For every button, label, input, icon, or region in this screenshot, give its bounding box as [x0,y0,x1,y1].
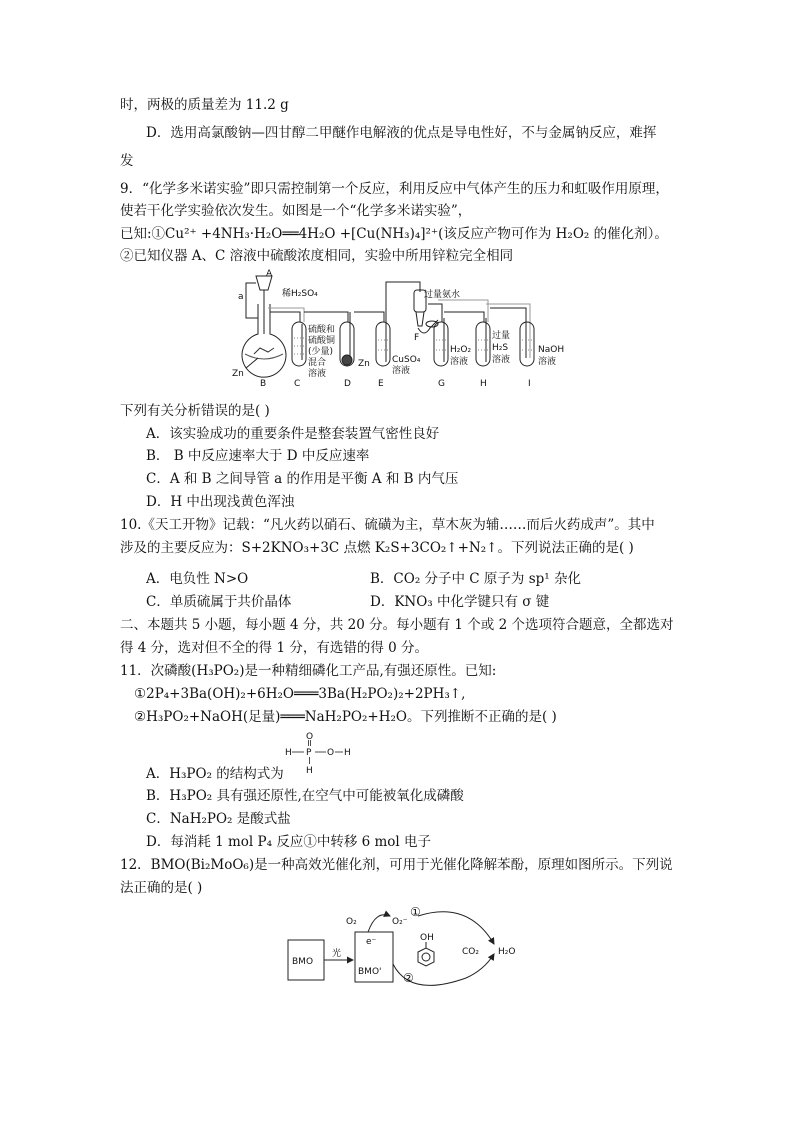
q9-option-d: D．H 中出现浅黄色浑浊 [146,494,295,510]
q11-option-c: C．NaH₂PO₂ 是酸式盐 [146,811,291,827]
label-oh: OH [420,933,434,943]
label-d: D [344,379,351,389]
label-a-tube: a [238,292,244,302]
atom-o-right: O [327,748,335,758]
q12-stem: 12．BMO(Bi₂MoO₆)是一种高效光催化剂，可用于光催化降解苯酚，原理如图所示。下列说 [120,857,673,873]
label-bmo-star: BMO' [358,967,382,977]
label-o2-radical: O₂⁻ [392,917,408,927]
atom-h-right: H [344,748,351,758]
label-c-sol: 硫酸铜 [308,336,336,346]
label-e-sol: CuSO₄ [392,355,421,365]
q11-eq2: ②H₃PO₂+NaOH(足量)═══NaH₂PO₂+H₂O。下列推断不正确的是( ) [134,709,557,725]
q9-given-2: ②已知仪器 A、C 溶液中硫酸浓度相同，实验中所用锌粒完全相同 [120,248,514,264]
q10-option-c: C．单质硫属于共价晶体 [146,594,292,610]
atom-h-left: H [285,748,292,758]
q10-stem: 涉及的主要反应为：S+2KNO₃+3C 点燃 K₂S+3CO₂↑+N₂↑。下列说法正确的是( ) [120,540,634,556]
text-line: 时，两极的质量差为 11.2 g [120,97,289,113]
label-co2: CO₂ [462,947,479,957]
label-c: C [294,379,301,389]
section-2-header: 二、本题共 5 小题，每小题 4 分，共 20 分。每小题有 1 个或 2 个选项符合题意，全都选对 [120,617,674,633]
bmo-photocatalysis-diagram [280,902,540,1004]
label-c-sol: 溶液 [308,369,327,379]
atom-o-top: O [306,732,314,742]
q11-option-b: B．H₃PO₂ 具有强还原性,在空气中可能被氧化成磷酸 [146,788,464,804]
label-e: E [378,379,384,389]
q9-given-1: 已知:①Cu²⁺ +4NH₃·H₂O══4H₂O +[Cu(NH₃)₄]²⁺(该反应产物可作为 H₂O₂ 的催化剂）。 [120,226,668,242]
q11-option-a: A．H₃PO₂ 的结构式为 [146,766,284,782]
label-h-sol: 溶液 [492,355,511,365]
label-i-sol: NaOH [538,345,565,355]
label-h-sol: 过量 [492,331,511,341]
option-d-prev: D．选用高氯酸钠—四甘醇二甲醚作电解液的优点是导电性好，不与金属钠反应，难挥 [146,125,657,141]
label-bmo: BMO [292,957,314,967]
label-acid: 稀H₂SO₄ [282,289,318,299]
label-h: H [480,379,487,389]
tube-i [520,322,534,366]
q9-option-c: C．A 和 B 之间导管 a 的作用是平衡 A 和 B 内气压 [146,471,459,487]
label-zn2: Zn [358,359,370,369]
text-line: 发 [120,153,134,169]
label-circle-2: ② [403,971,414,985]
label-zn1: Zn [232,369,244,379]
section-2-header: 得 4 分，选对但不全的得 1 分，有选错的得 0 分。 [120,640,429,656]
label-f: F [414,333,420,343]
label-h-sol: H₂S [492,343,509,353]
tube-e [376,322,390,366]
atom-p: P [306,748,312,758]
tube-h [476,322,490,366]
q10-option-b: B．CO₂ 分子中 C 原子为 sp¹ 杂化 [370,571,581,587]
q9-stem: 9．“化学多米诺实验”即只需控制第一个反应，利用反应中气体产生的压力和虹吸作用原理， [120,181,669,197]
q11-option-d: D．每消耗 1 mol P₄ 反应①中转移 6 mol 电子 [146,834,432,850]
label-c-sol: (少量) [308,347,334,357]
label-c-sol: 混合 [308,358,327,368]
q10-option-d: D．KNO₃ 中化学键只有 σ 键 [370,594,550,610]
h3po2-structure [283,731,353,777]
q10-stem: 10.《天工开物》记载：“凡火药以硝石、硫磺为主，草木灰为辅……而后火药成声”。其中 [120,517,655,533]
q9-stem: 使若干化学实验依次发生。如图是一个“化学多米诺实验”， [120,203,472,219]
q9-option-a: A．该实验成功的重要条件是整套装置气密性良好 [146,426,440,442]
domino-apparatus-figure [228,268,568,393]
q9-ask: 下列有关分析错误的是( ) [120,403,270,419]
label-electron: e⁻ [366,937,377,947]
q11-eq1: ①2P₄+3Ba(OH)₂+6H₂O═══3Ba(H₂PO₂)₂+2PH₃↑, [134,686,466,702]
label-g-sol: 溶液 [450,357,469,367]
label-light: 光 [332,949,342,959]
label-ammonia: 过量氨水 [424,290,461,300]
label-h2o: H₂O [498,947,516,957]
q11-stem: 11．次磷酸(H₃PO₂)是一种精细磷化工产品,有强还原性。已知: [120,663,497,679]
label-i-sol: 溶液 [538,357,557,367]
label-b: B [260,379,267,389]
label-circle-1: ① [410,905,421,919]
label-i: I [528,379,531,389]
tube-c [292,322,306,366]
label-g: G [438,379,445,389]
tube-g [434,322,448,366]
q9-option-b: B． B 中反应速率大于 D 中反应速率 [146,448,370,464]
q12-stem: 法正确的是( ) [120,880,203,896]
label-c-sol: 硫酸和 [308,325,336,335]
label-g-sol: H₂O₂ [450,345,472,355]
label-e-sol: 溶液 [392,366,411,376]
label-o2: O₂ [346,917,357,927]
q10-option-a: A．电负性 N>O [146,571,249,587]
atom-h-bottom: H [306,766,313,776]
label-a: A [266,269,273,279]
